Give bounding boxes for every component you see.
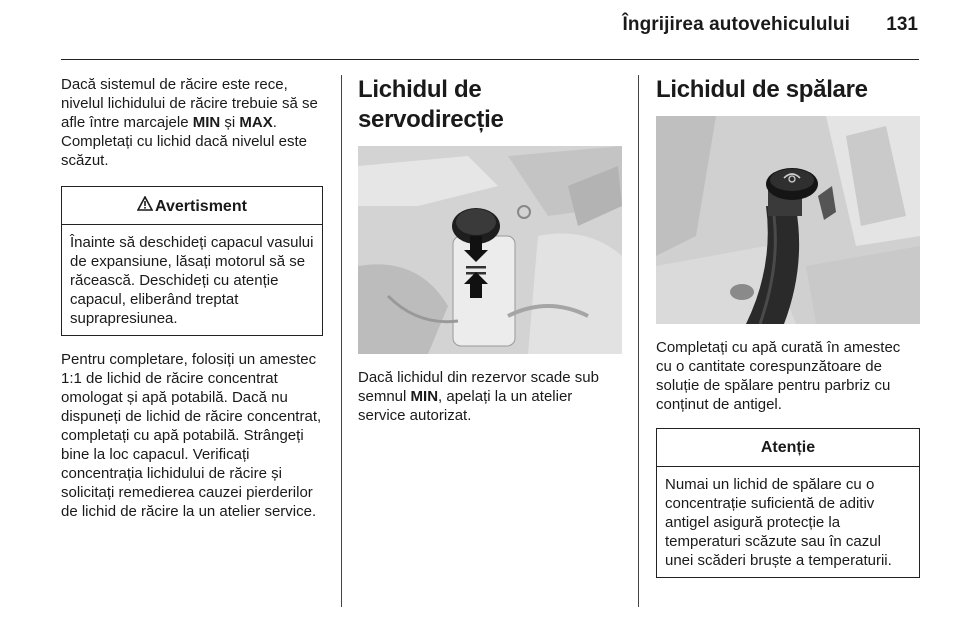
notice-box <box>656 428 920 578</box>
warning-box <box>61 186 323 336</box>
column-coolant <box>61 75 323 521</box>
power-steering-title: Lichidul de servodirecție <box>358 76 504 133</box>
washer-fluid-reservoir-image <box>656 116 920 324</box>
column-power-steering <box>358 75 622 425</box>
power-steering-paragraph: Dacă lichidul din rezervor scade sub semnul MIN, apelați la un atelier service autorizat. <box>358 369 599 424</box>
notice-body: Numai un lichid de spălare cu o concentrație suficientă de aditiv antigel asigură protecție la temperaturi scăzute sau în cazul unei scăderi bruște a temperaturii. <box>665 476 892 569</box>
column-divider-1 <box>341 75 342 607</box>
page-number: 131 <box>886 14 918 35</box>
notice-header: Atenție <box>657 429 919 467</box>
washer-fluid-paragraph: Completați cu apă curată în amestec cu o cantitate corespunzătoare de soluție de spălare pentru parbriz cu conținut de antigel. <box>656 339 901 413</box>
warning-title: Avertisment <box>155 198 247 215</box>
power-steering-reservoir-image <box>358 146 622 354</box>
page-header-title: Îngrijirea autovehiculului <box>622 14 850 35</box>
max-mark: MAX <box>239 114 273 131</box>
column-washer-fluid <box>656 75 920 592</box>
column-divider-2 <box>638 75 639 607</box>
washer-fluid-title: Lichidul de spălare <box>656 76 868 103</box>
coolant-level-paragraph: Dacă sistemul de răcire este rece, nivelul lichidului de răcire trebuie să se afle între marcajele MIN și MAX. Completați cu lichid dacă nivelul este scăzut. <box>61 76 318 169</box>
coolant-fill-paragraph: Pentru completare, folosiți un amestec 1:1 de lichid de răcire concentrat omologat și apă potabilă. Dacă nu dispuneți de lichid de răcire concentrat, completați cu apă potabilă. Strângeți bine la loc capacul. Verificați concentrația lichidului de răcire și solicitați remedierea cauzei pierderilor de lichid de răcire la un atelier service. <box>61 351 322 520</box>
min-mark: MIN <box>192 114 221 131</box>
min-mark: MIN <box>410 388 439 405</box>
warning-triangle-icon <box>137 187 153 224</box>
warning-body: Înainte să deschideți capacul vasului de expansiune, lăsați motorul să se răcească. Deschideți cu atenție capacul, eliberând treptat suprapresiunea. <box>70 234 314 327</box>
warning-header <box>62 187 322 225</box>
header-rule <box>61 59 919 60</box>
